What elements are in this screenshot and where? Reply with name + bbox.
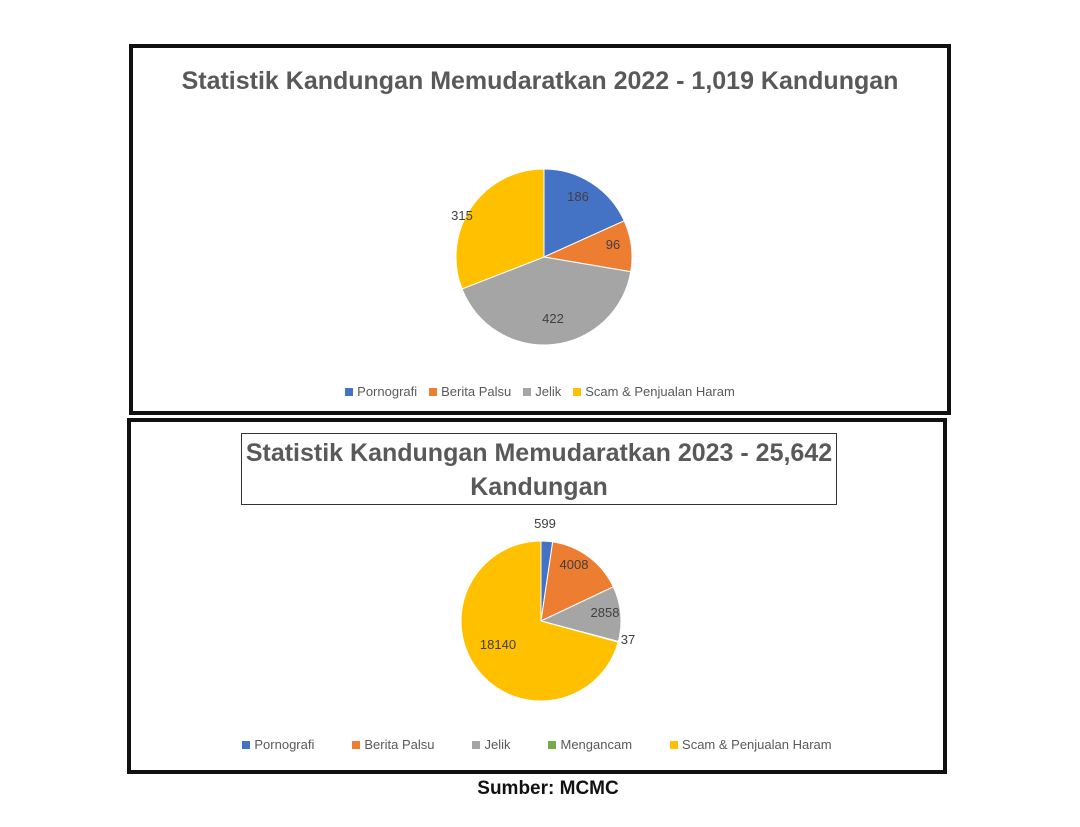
- legend-label: Berita Palsu: [441, 384, 512, 399]
- legend-swatch: [523, 388, 531, 396]
- legend-item-2023-jelik: [472, 737, 510, 752]
- legend-label: Scam & Penjualan Haram: [585, 384, 735, 399]
- chart-panel-2022: [129, 44, 951, 415]
- legend-swatch: [242, 741, 250, 749]
- legend-swatch: [670, 741, 678, 749]
- data-label-2023-scam-and-penjualan-haram: 18140: [479, 637, 517, 652]
- legend-label: Jelik: [484, 737, 511, 752]
- legend-item-2023-scam-and-penjualan-haram: [670, 737, 832, 752]
- data-label-2022-scam-and-penjualan-haram: 315: [451, 208, 473, 223]
- legend-swatch: [548, 741, 556, 749]
- chart-panel-2023: [127, 418, 947, 774]
- source-caption: Sumber: MCMC: [477, 778, 619, 799]
- legend-item-2023-pornografi: [242, 737, 314, 752]
- legend-label: Jelik: [535, 384, 562, 399]
- legend-2023: [131, 737, 943, 752]
- data-label-2023-jelik: 2858: [590, 605, 620, 620]
- legend-label: Pornografi: [254, 737, 315, 752]
- data-label-2022-pornografi: 186: [567, 189, 589, 204]
- legend-item-2022-scam-and-penjualan-haram: [573, 384, 735, 399]
- data-label-2023-berita-palsu: 4008: [559, 557, 589, 572]
- data-label-2022-jelik: 422: [542, 311, 564, 326]
- data-label-2022-berita-palsu: 96: [605, 237, 621, 252]
- legend-item-2022-jelik: [523, 384, 561, 399]
- legend-item-2023-mengancam: [548, 737, 632, 752]
- data-label-2023-mengancam: 37: [620, 632, 636, 647]
- legend-label: Mengancam: [560, 737, 633, 752]
- legend-item-2022-pornografi: [345, 384, 417, 399]
- legend-swatch: [573, 388, 581, 396]
- chart-title-2022: Statistik Kandungan Memudaratkan 2022 - 1,019 Kandungan: [181, 67, 899, 95]
- legend-2022: [133, 384, 947, 399]
- legend-swatch: [472, 741, 480, 749]
- chart-title-2023: Statistik Kandungan Memudaratkan 2023 - 25,642 Kandungan: [241, 433, 837, 505]
- data-label-2023-pornografi: 599: [534, 516, 556, 531]
- pie-chart-2022: [133, 48, 947, 411]
- legend-swatch: [352, 741, 360, 749]
- legend-label: Scam & Penjualan Haram: [682, 737, 832, 752]
- legend-label: Pornografi: [357, 384, 418, 399]
- legend-item-2022-berita-palsu: [429, 384, 511, 399]
- pie-chart-2023: [131, 422, 943, 770]
- legend-swatch: [429, 388, 437, 396]
- legend-label: Berita Palsu: [364, 737, 435, 752]
- legend-item-2023-berita-palsu: [352, 737, 434, 752]
- legend-swatch: [345, 388, 353, 396]
